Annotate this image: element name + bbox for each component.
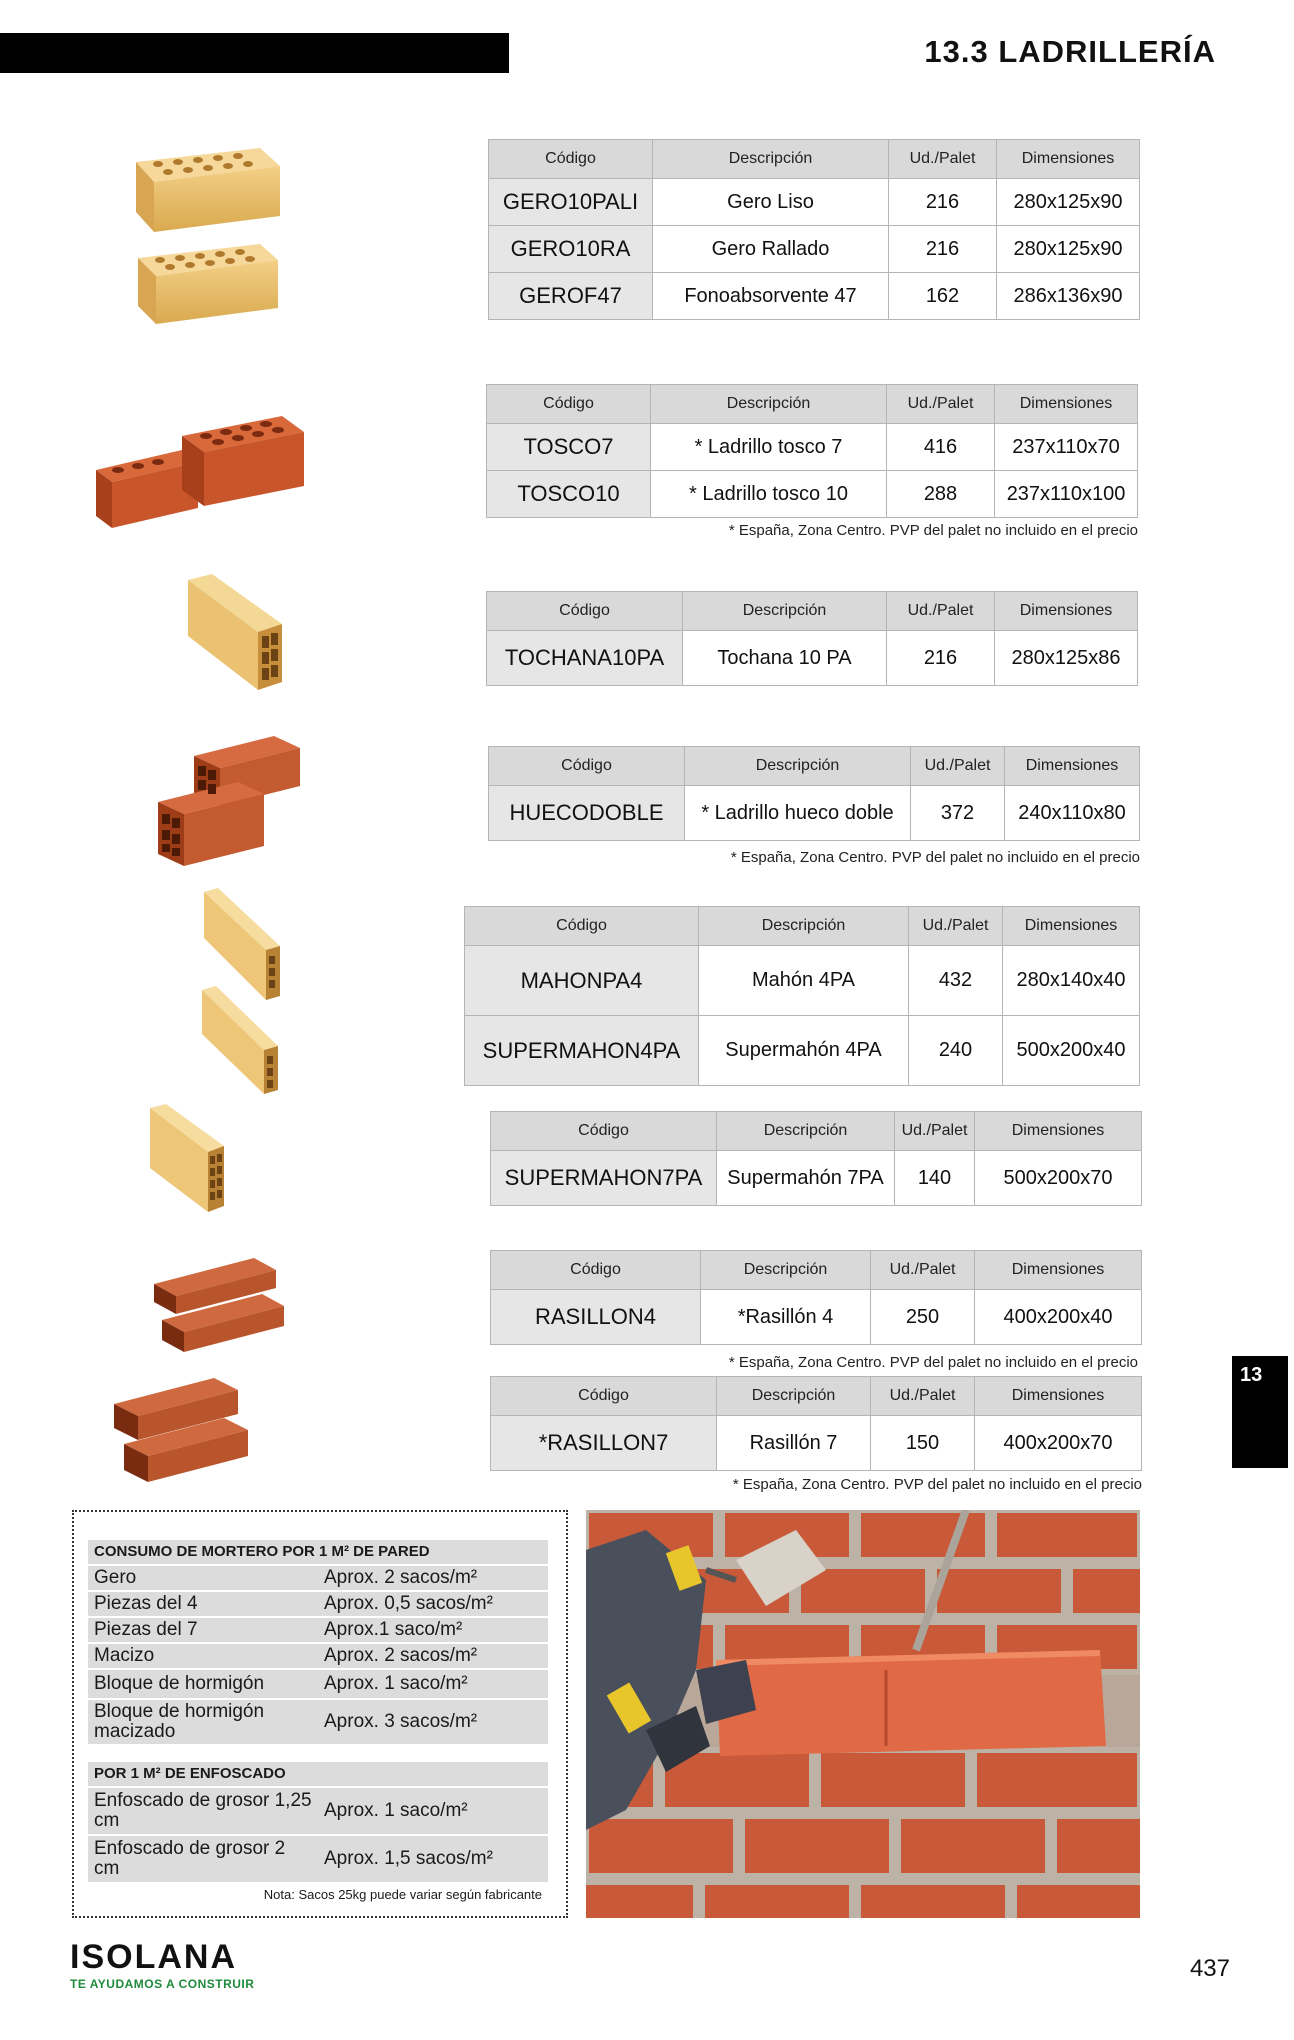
- price-note: * España, Zona Centro. PVP del palet no incluido en el precio: [730, 849, 1140, 866]
- table-row: [88, 1787, 548, 1835]
- product-table-supermahon7: [490, 1111, 1142, 1206]
- product-code: GERO10RA: [489, 226, 653, 273]
- company-logo: [70, 1938, 254, 1991]
- col-header-ud: Ud./Palet: [871, 1251, 975, 1290]
- mortar-value: Aprox. 2 sacos/m²: [318, 1643, 548, 1669]
- mortar-value: Aprox. 0,5 sacos/m²: [318, 1591, 548, 1617]
- table-row: [88, 1617, 548, 1643]
- supermahon7-brick-image: [146, 1104, 236, 1216]
- price-note: * España, Zona Centro. PVP del palet no incluido en el precio: [728, 522, 1138, 539]
- col-header-ud: Ud./Palet: [871, 1377, 975, 1416]
- col-header-ud: Ud./Palet: [887, 385, 995, 424]
- product-desc: Rasillón 7: [717, 1416, 871, 1471]
- col-header-desc: Descripción: [699, 907, 909, 946]
- table-row: [489, 273, 1140, 320]
- mortar-value: Aprox. 1 saco/m²: [318, 1669, 548, 1699]
- col-header-dim: Dimensiones: [975, 1251, 1142, 1290]
- product-ud: 372: [911, 786, 1005, 841]
- table-row: [489, 226, 1140, 273]
- product-desc: Supermahón 7PA: [717, 1151, 895, 1206]
- col-header-dim: Dimensiones: [1003, 907, 1140, 946]
- mortar-value: Aprox. 2 sacos/m²: [318, 1565, 548, 1591]
- product-code: HUECODOBLE: [489, 786, 685, 841]
- product-code: TOSCO7: [487, 424, 651, 471]
- header-bar: [0, 33, 509, 73]
- col-header-code: Código: [487, 385, 651, 424]
- product-code: RASILLON4: [491, 1290, 701, 1345]
- product-ud: 216: [889, 179, 997, 226]
- table-row: [489, 179, 1140, 226]
- rasillon4-bricks-image: [150, 1258, 290, 1364]
- col-header-desc: Descripción: [685, 747, 911, 786]
- table-row: [487, 471, 1138, 518]
- logo-slogan: TE AYUDAMOS A CONSTRUIR: [70, 1977, 255, 1991]
- product-dim: 280x140x40: [1003, 946, 1140, 1016]
- product-code: SUPERMAHON7PA: [491, 1151, 717, 1206]
- col-header-ud: Ud./Palet: [887, 592, 995, 631]
- col-header-ud: Ud./Palet: [911, 747, 1005, 786]
- page-number: 437: [1189, 1955, 1230, 1982]
- col-header-ud: Ud./Palet: [889, 140, 997, 179]
- col-header-desc: Descripción: [717, 1112, 895, 1151]
- mortar-label: Enfoscado de grosor 1,25 cm: [88, 1787, 318, 1835]
- product-desc: Mahón 4PA: [699, 946, 909, 1016]
- chapter-number: 13: [1240, 1364, 1263, 1386]
- col-header-ud: Ud./Palet: [909, 907, 1003, 946]
- col-header-ud: Ud./Palet: [895, 1112, 975, 1151]
- gero-bricks-image: [128, 140, 288, 340]
- col-header-dim: Dimensiones: [995, 385, 1138, 424]
- table-row: [487, 631, 1138, 686]
- mortar-value: Aprox.1 saco/m²: [318, 1617, 548, 1643]
- price-note: * España, Zona Centro. PVP del palet no incluido en el precio: [732, 1476, 1142, 1493]
- product-dim: 500x200x70: [975, 1151, 1142, 1206]
- product-dim: 500x200x40: [1003, 1016, 1140, 1086]
- mortar-value: Aprox. 3 sacos/m²: [318, 1699, 548, 1745]
- product-code: TOSCO10: [487, 471, 651, 518]
- col-header-desc: Descripción: [651, 385, 887, 424]
- price-note: * España, Zona Centro. PVP del palet no incluido en el precio: [728, 1354, 1138, 1371]
- product-table-gero: [488, 139, 1140, 320]
- product-ud: 162: [889, 273, 997, 320]
- tochana-brick-image: [182, 574, 292, 694]
- col-header-code: Código: [491, 1377, 717, 1416]
- col-header-desc: Descripción: [701, 1251, 871, 1290]
- table-row: [88, 1643, 548, 1669]
- hueco-doble-bricks-image: [154, 736, 304, 876]
- mortar-label: Bloque de hormigón macizado: [88, 1699, 318, 1745]
- mortar-wall-table: [88, 1540, 548, 1746]
- product-ud: 140: [895, 1151, 975, 1206]
- product-code: GERO10PALI: [489, 179, 653, 226]
- mortar-wall-title: CONSUMO DE MORTERO POR 1 M² DE PARED: [88, 1540, 548, 1565]
- mortar-label: Gero: [88, 1565, 318, 1591]
- product-dim: 280x125x90: [997, 226, 1140, 273]
- table-row: [491, 1290, 1142, 1345]
- product-dim: 400x200x70: [975, 1416, 1142, 1471]
- col-header-code: Código: [491, 1251, 701, 1290]
- mortar-label: Enfoscado de grosor 2 cm: [88, 1835, 318, 1883]
- product-desc: * Ladrillo tosco 7: [651, 424, 887, 471]
- product-desc: *Rasillón 4: [701, 1290, 871, 1345]
- product-ud: 216: [889, 226, 997, 273]
- mortar-label: Bloque de hormigón: [88, 1669, 318, 1699]
- col-header-desc: Descripción: [683, 592, 887, 631]
- col-header-dim: Dimensiones: [975, 1112, 1142, 1151]
- product-table-tochana: [486, 591, 1138, 686]
- mortar-label: Piezas del 7: [88, 1617, 318, 1643]
- product-desc: Gero Liso: [653, 179, 889, 226]
- col-header-code: Código: [487, 592, 683, 631]
- col-header-dim: Dimensiones: [997, 140, 1140, 179]
- table-row: [491, 1416, 1142, 1471]
- mortar-note: Nota: Sacos 25kg puede variar según fabricante: [263, 1887, 542, 1902]
- bricklaying-photo: [586, 1510, 1140, 1918]
- col-header-dim: Dimensiones: [1005, 747, 1140, 786]
- product-table-rasillon7: [490, 1376, 1142, 1471]
- rasillon7-bricks-image: [110, 1378, 260, 1488]
- col-header-code: Código: [465, 907, 699, 946]
- product-dim: 280x125x86: [995, 631, 1138, 686]
- product-ud: 150: [871, 1416, 975, 1471]
- product-desc: Supermahón 4PA: [699, 1016, 909, 1086]
- col-header-dim: Dimensiones: [995, 592, 1138, 631]
- product-table-rasillon4: [490, 1250, 1142, 1345]
- product-ud: 250: [871, 1290, 975, 1345]
- product-dim: 280x125x90: [997, 179, 1140, 226]
- product-desc: Gero Rallado: [653, 226, 889, 273]
- product-dim: 237x110x100: [995, 471, 1138, 518]
- product-table-hueco: [488, 746, 1140, 841]
- product-code: SUPERMAHON4PA: [465, 1016, 699, 1086]
- col-header-desc: Descripción: [717, 1377, 871, 1416]
- product-desc: * Ladrillo hueco doble: [685, 786, 911, 841]
- mortar-render-title: POR 1 M² DE ENFOSCADO: [88, 1762, 548, 1787]
- product-ud: 288: [887, 471, 995, 518]
- page-title: 13.3 LADRILLERÍA: [924, 34, 1216, 69]
- col-header-desc: Descripción: [653, 140, 889, 179]
- product-ud: 432: [909, 946, 1003, 1016]
- table-row: [465, 1016, 1140, 1086]
- table-row: [491, 1151, 1142, 1206]
- table-row: [489, 786, 1140, 841]
- product-code: TOCHANA10PA: [487, 631, 683, 686]
- product-dim: 400x200x40: [975, 1290, 1142, 1345]
- product-dim: 240x110x80: [1005, 786, 1140, 841]
- mortar-label: Piezas del 4: [88, 1591, 318, 1617]
- product-desc: Fonoabsorvente 47: [653, 273, 889, 320]
- product-code: *RASILLON7: [491, 1416, 717, 1471]
- mortar-consumption-box: [72, 1510, 568, 1918]
- product-table-mahon: [464, 906, 1140, 1086]
- col-header-dim: Dimensiones: [975, 1377, 1142, 1416]
- chapter-tab: [1232, 1356, 1288, 1468]
- product-code: GEROF47: [489, 273, 653, 320]
- mahon-bricks-image: [196, 888, 296, 1098]
- table-row: [88, 1669, 548, 1699]
- col-header-code: Código: [489, 140, 653, 179]
- product-code: MAHONPA4: [465, 946, 699, 1016]
- col-header-code: Código: [491, 1112, 717, 1151]
- product-ud: 240: [909, 1016, 1003, 1086]
- logo-name: ISOLANA: [70, 1938, 237, 1976]
- col-header-code: Código: [489, 747, 685, 786]
- table-row: [465, 946, 1140, 1016]
- product-table-tosco: [486, 384, 1138, 518]
- table-row: [88, 1591, 548, 1617]
- table-row: [88, 1565, 548, 1591]
- product-dim: 237x110x70: [995, 424, 1138, 471]
- product-desc: Tochana 10 PA: [683, 631, 887, 686]
- product-dim: 286x136x90: [997, 273, 1140, 320]
- table-row: [88, 1699, 548, 1745]
- product-desc: * Ladrillo tosco 10: [651, 471, 887, 518]
- product-ud: 416: [887, 424, 995, 471]
- mortar-value: Aprox. 1 saco/m²: [318, 1787, 548, 1835]
- mortar-label: Macizo: [88, 1643, 318, 1669]
- tosco-bricks-image: [92, 410, 312, 538]
- product-ud: 216: [887, 631, 995, 686]
- mortar-render-table: [88, 1762, 548, 1884]
- mortar-value: Aprox. 1,5 sacos/m²: [318, 1835, 548, 1883]
- table-row: [88, 1835, 548, 1883]
- table-row: [487, 424, 1138, 471]
